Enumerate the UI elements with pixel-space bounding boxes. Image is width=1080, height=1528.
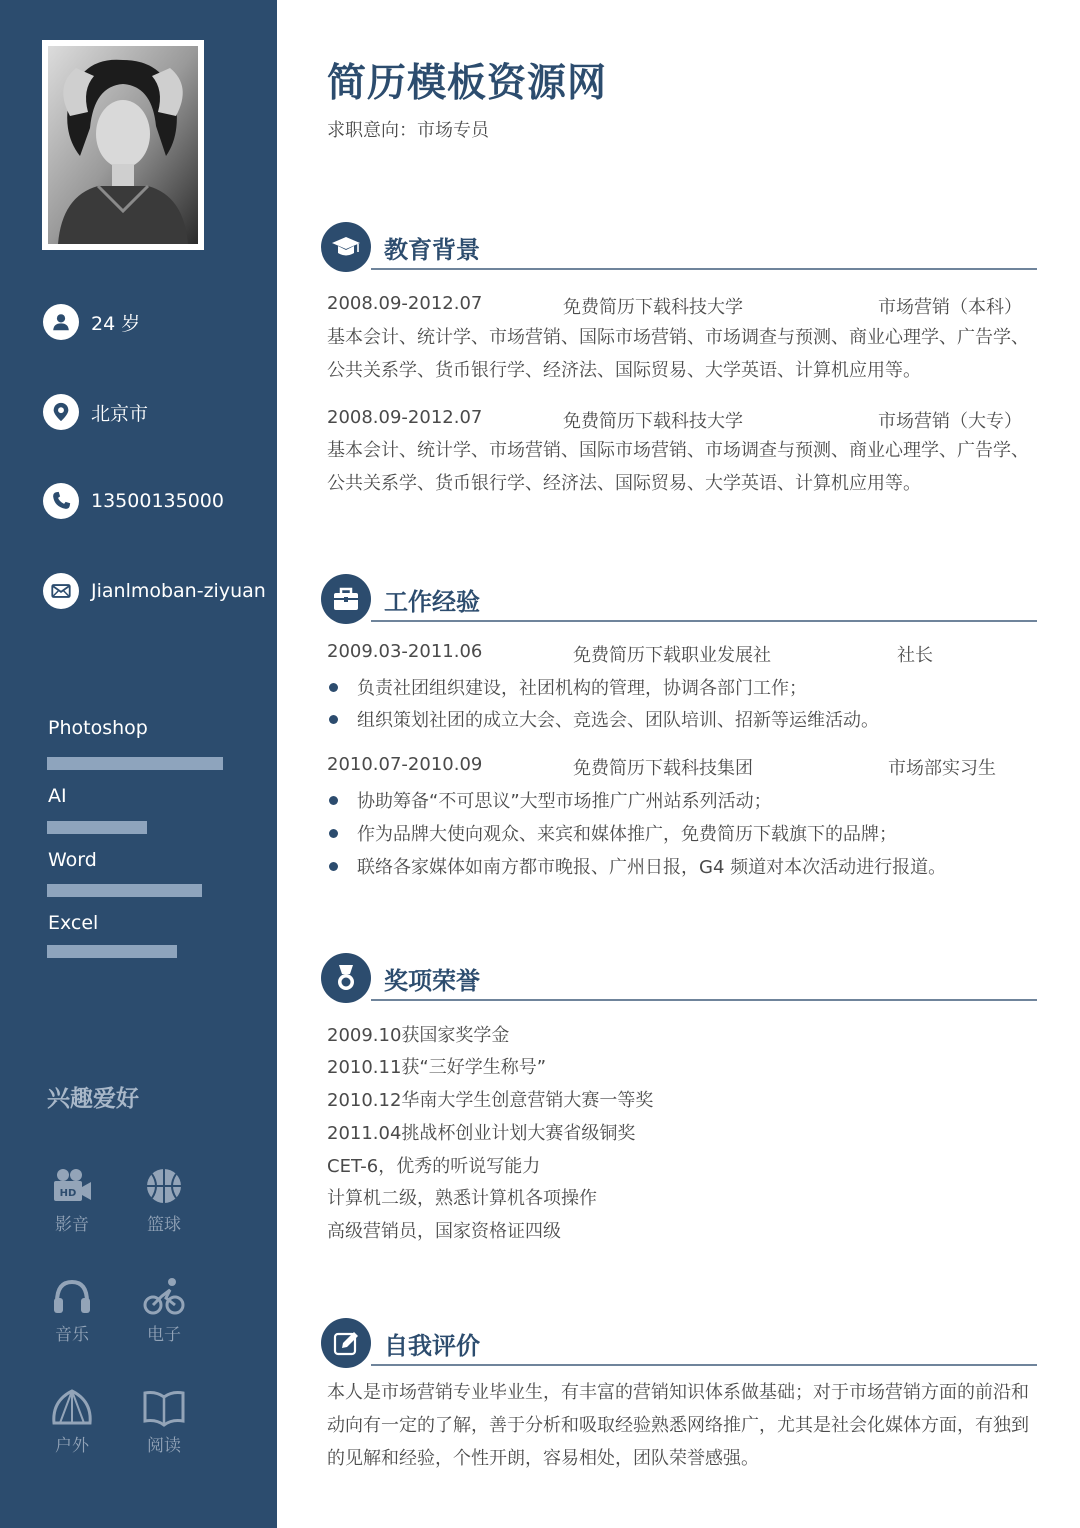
work-2-item (329, 820, 897, 846)
hobbies-title: 兴趣爱好 (47, 1086, 139, 1112)
page-title: 简历模板资源网 (327, 61, 608, 106)
work-1-org: 免费简历下载职业发展社 (573, 645, 771, 666)
hobby-reading (134, 1387, 194, 1456)
skill-name-ai: AI (48, 785, 67, 807)
work-2-role: 市场部实习生 (888, 758, 996, 779)
profile-photo (42, 40, 204, 250)
hobby-label-movies: 影音 (55, 1215, 89, 1235)
edu-2-school: 免费简历下载科技大学 (563, 411, 743, 432)
edu-1-period: 2008.09-2012.07 (327, 293, 483, 314)
honor-item: 2010.12华南大学生创意营销大赛一等奖 (327, 1090, 654, 1111)
contact-age-text: 24 岁 (91, 312, 141, 335)
honor-item: 2011.04挑战杯创业计划大赛省级铜奖 (327, 1123, 636, 1144)
work-2-item-text: 作为品牌大使向观众、来宾和媒体推广，免费简历下载旗下的品牌； (357, 824, 897, 845)
edu-1-school: 免费简历下载科技大学 (563, 297, 743, 318)
work-2-item (329, 853, 946, 879)
graduation-cap-icon (321, 222, 371, 272)
cyclist-icon (142, 1276, 186, 1316)
contact-location (43, 394, 148, 430)
section-divider (371, 620, 1037, 622)
basketball-icon (142, 1166, 186, 1206)
honor-item: 2009.10获国家奖学金 (327, 1025, 510, 1046)
briefcase-icon (321, 574, 371, 624)
skill-bar-word (47, 884, 223, 897)
section-honors-header (321, 953, 1037, 1005)
honor-item: 计算机二级，熟悉计算机各项操作 (327, 1188, 597, 1209)
medal-icon (321, 953, 371, 1003)
shell-icon (50, 1387, 94, 1427)
sidebar (0, 0, 277, 1528)
hobby-label-outdoor: 户外 (55, 1436, 89, 1456)
bullet-dot (329, 862, 338, 871)
work-1-period: 2009.03-2011.06 (327, 641, 483, 662)
work-2-item-text: 协助筹备“不可思议”大型市场推广广州站系列活动； (357, 791, 772, 812)
edu-2-courses: 基本会计、统计学、市场营销、国际市场营销、市场调查与预测、商业心理学、广告学、公共关系学、货币银行学、经济法、国际贸易、大学英语、计算机应用等。 (327, 440, 1029, 494)
skill-bar-ai (47, 821, 223, 834)
hobby-movies (42, 1166, 102, 1235)
contact-age (43, 304, 140, 340)
honor-item: 2010.11获“三好学生称号” (327, 1057, 547, 1078)
contact-location-text: 北京市 (91, 402, 149, 425)
location-pin-icon (43, 394, 79, 430)
hobby-music (42, 1276, 102, 1345)
section-self-eval-title: 自我评价 (384, 1332, 480, 1360)
skill-bar-photoshop (47, 757, 223, 770)
contact-email[interactable] (43, 573, 266, 609)
edu-1-major: 市场营销（本科） (878, 297, 1022, 318)
section-divider (371, 999, 1037, 1001)
hobby-label-cycling: 电子 (147, 1325, 181, 1345)
work-1-item (329, 674, 807, 700)
hobby-cycling (134, 1276, 194, 1345)
hobby-label-music: 音乐 (55, 1325, 89, 1345)
work-2-period: 2010.07-2010.09 (327, 754, 483, 775)
skill-name-excel: Excel (48, 912, 99, 934)
section-work-title: 工作经验 (384, 588, 480, 616)
section-work-header (321, 574, 1037, 626)
section-honors-title: 奖项荣誉 (384, 967, 480, 995)
contact-phone-text: 13500135000 (91, 490, 224, 512)
contact-email-text: Jianlmoban-ziyuan (91, 580, 266, 602)
open-book-icon (142, 1387, 186, 1427)
job-intent: 求职意向：市场专员 (327, 120, 489, 141)
honor-item: CET-6，优秀的听说写能力 (327, 1156, 541, 1177)
section-education-title: 教育背景 (384, 236, 480, 264)
work-2-item-text: 联络各家媒体如南方都市晚报、广州日报，G4 频道对本次活动进行报道。 (357, 857, 947, 878)
skill-name-photoshop: Photoshop (48, 717, 148, 739)
edu-2-major: 市场营销（大专） (878, 411, 1022, 432)
contact-phone[interactable] (43, 483, 224, 519)
movie-camera-icon (50, 1166, 94, 1206)
skill-bar-excel (47, 945, 223, 958)
bullet-dot (329, 683, 338, 692)
skill-name-word: Word (48, 849, 97, 871)
bullet-dot (329, 715, 338, 724)
work-1-role: 社长 (897, 645, 933, 666)
work-2-item (329, 787, 772, 813)
work-1-item-text: 组织策划社团的成立大会、竞选会、团队培训、招新等运维活动。 (357, 710, 879, 731)
self-eval-text: 本人是市场营销专业毕业生，有丰富的营销知识体系做基础；对于市场营销方面的前沿和动向有一定的了解，善于分析和吸取经验熟悉网络推广，尤其是社会化媒体方面，有独到的见解和经验，个性开朗，容易相处，团队荣誉感强。 (327, 1382, 1029, 1469)
bullet-dot (329, 796, 338, 805)
hobby-label-basketball: 篮球 (147, 1215, 181, 1235)
section-divider (371, 268, 1037, 270)
work-1-item-text: 负责社团组织建设，社团机构的管理，协调各部门工作； (357, 678, 807, 699)
hobby-outdoor (42, 1387, 102, 1456)
headphones-icon (50, 1276, 94, 1316)
svg-text:HD: HD (59, 1188, 77, 1199)
hobby-label-reading: 阅读 (147, 1436, 181, 1456)
edit-pen-icon (321, 1318, 371, 1368)
phone-icon (43, 483, 79, 519)
section-education-header (321, 222, 1037, 274)
bullet-dot (329, 829, 338, 838)
edu-1-courses: 基本会计、统计学、市场营销、国际市场营销、市场调查与预测、商业心理学、广告学、公共关系学、货币银行学、经济法、国际贸易、大学英语、计算机应用等。 (327, 327, 1029, 381)
user-icon (43, 304, 79, 340)
honor-item: 高级营销员，国家资格证四级 (327, 1221, 561, 1242)
section-divider (371, 1364, 1037, 1366)
hobby-basketball (134, 1166, 194, 1235)
section-self-eval-header (321, 1318, 1037, 1370)
edu-2-period: 2008.09-2012.07 (327, 407, 483, 428)
mail-icon (43, 573, 79, 609)
work-1-item (329, 706, 879, 732)
work-2-org: 免费简历下载科技集团 (573, 758, 753, 779)
